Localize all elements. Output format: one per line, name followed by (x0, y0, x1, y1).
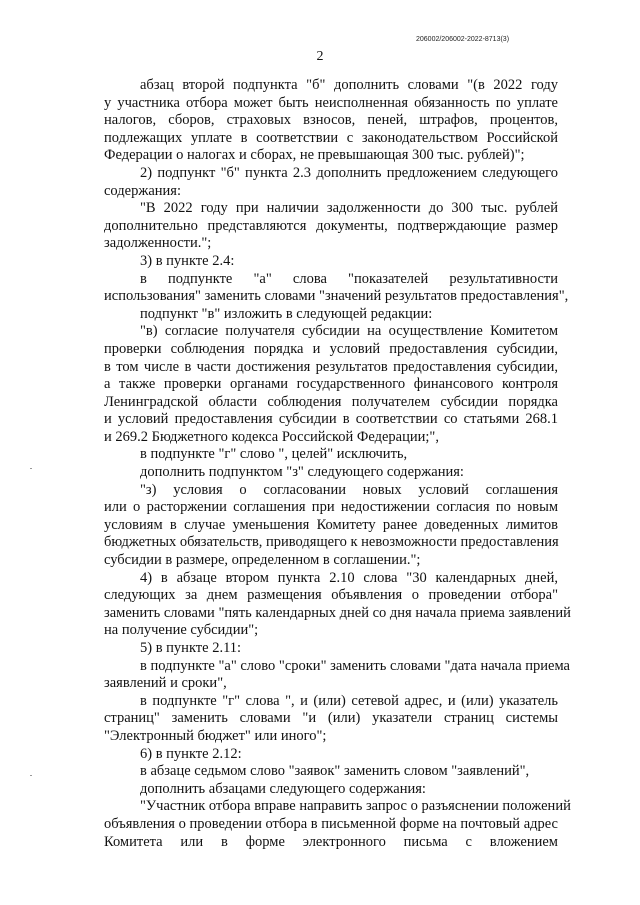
text-line: 3) в пункте 2.4: (140, 252, 235, 269)
text-line: и 269.2 Бюджетного кодекса Российской Федерации;", (104, 428, 439, 445)
text-line: в абзаце седьмом слово "заявок" заменить словом "заявлений", (140, 763, 530, 780)
text-line: страниц" заменить словами "и (или) указатели страниц системы (104, 710, 558, 727)
text-line: 5) в пункте 2.11: (140, 640, 242, 656)
text-line: условиям в случае уменьшения Комитету ранее доведенных лимитов (104, 516, 558, 533)
text-line: "В 2022 году при наличии задолженности до 300 тыс. рублей (140, 200, 558, 217)
text-line: использования" заменить словами "значений результатов предоставления", (104, 288, 569, 305)
text-line: в подпункте "а" слова "показателей результативности (140, 270, 558, 287)
text-line: Комитета или в форме электронного письма с вложением (104, 833, 558, 850)
text-line: "в) согласие получателя субсидии на осуществление Комитетом (140, 323, 558, 340)
text-line: абзац второй подпункта "б" дополнить словами "(в 2022 году (140, 77, 558, 93)
text-line: проверки соблюдения порядка и условий предоставления субсидии, (104, 340, 558, 357)
text-line: 6) в пункте 2.12: (140, 745, 242, 762)
text-line: Ленинградской области соблюдения получателем субсидии порядка (104, 393, 558, 410)
text-line: заменить словами "пять календарных дней со дня начала приема заявлений (104, 604, 571, 621)
text-line: дополнить абзацами следующего содержания: (140, 780, 426, 797)
text-line: 4) в абзаце втором пункта 2.10 слова "30 календарных дней, (140, 569, 558, 586)
text-line: в подпункте "г" слово ", целей" исключить, (140, 446, 408, 463)
text-line: Федерации о налогах и сборах, не превышающая 300 тыс. рублей)"; (104, 147, 525, 164)
text-line: 2) подпункт "б" пункта 2.3 дополнить предложением следующего (140, 164, 558, 181)
text-line: а также проверки органами государственного финансового контроля (104, 376, 558, 393)
text-line: следующих за днем размещения объявления о проведении отбора" (104, 587, 558, 604)
text-line: заявлений и сроки", (104, 675, 227, 692)
text-line: подпункт "в" изложить в следующей редакции: (140, 305, 433, 322)
text-line: дополнить подпунктом "з" следующего содержания: (140, 464, 464, 481)
text-line: бюджетных обязательств, приводящего к невозможности предоставления (104, 534, 559, 551)
document-registration-code: 206002/206002-2022-8713(3) (416, 36, 510, 43)
text-line: в подпункте "г" слова ", и (или) сетевой адрес, и (или) указатель (140, 692, 558, 709)
text-line: содержания: (104, 182, 182, 199)
text-line: у участника отбора может быть неисполненная обязанность по уплате (104, 94, 558, 111)
text-line: "Электронный бюджет" или иного"; (104, 727, 327, 744)
text-line: дополнительно представляются документы, подтверждающие размер (104, 217, 558, 234)
text-line: объявления о проведении отбора в письменной форме на почтовый адрес (104, 815, 558, 832)
text-line: налогов, сборов, страховых взносов, пеней, штрафов, процентов, (104, 112, 558, 129)
text-line: субсидии в размере, определенном в соглашении."; (104, 552, 421, 569)
text-line: и условий предоставления субсидии в соответствии со статьями 268.1 (104, 411, 558, 428)
text-line: в подпункте "а" слово "сроки" заменить словами "дата начала приема (140, 657, 570, 674)
text-line: "з) условия о согласовании новых условий соглашения (140, 481, 558, 498)
text-line: в том числе в части достижения результатов предоставления субсидии, (104, 358, 558, 375)
text-line: или о расторжении соглашения при недостижении согласия по новым (104, 499, 558, 516)
text-line: подлежащих уплате в соответствии с законодательством Российской (104, 129, 558, 146)
scan-edge-mark (30, 775, 32, 776)
document-body (104, 77, 571, 851)
text-line: "Участник отбора вправе направить запрос о разъяснении положений (140, 798, 571, 815)
text-line: на получение субсидии"; (104, 622, 259, 639)
text-line: задолженности."; (104, 235, 212, 252)
scan-edge-mark (30, 468, 32, 469)
page-number: 2 (316, 49, 324, 64)
